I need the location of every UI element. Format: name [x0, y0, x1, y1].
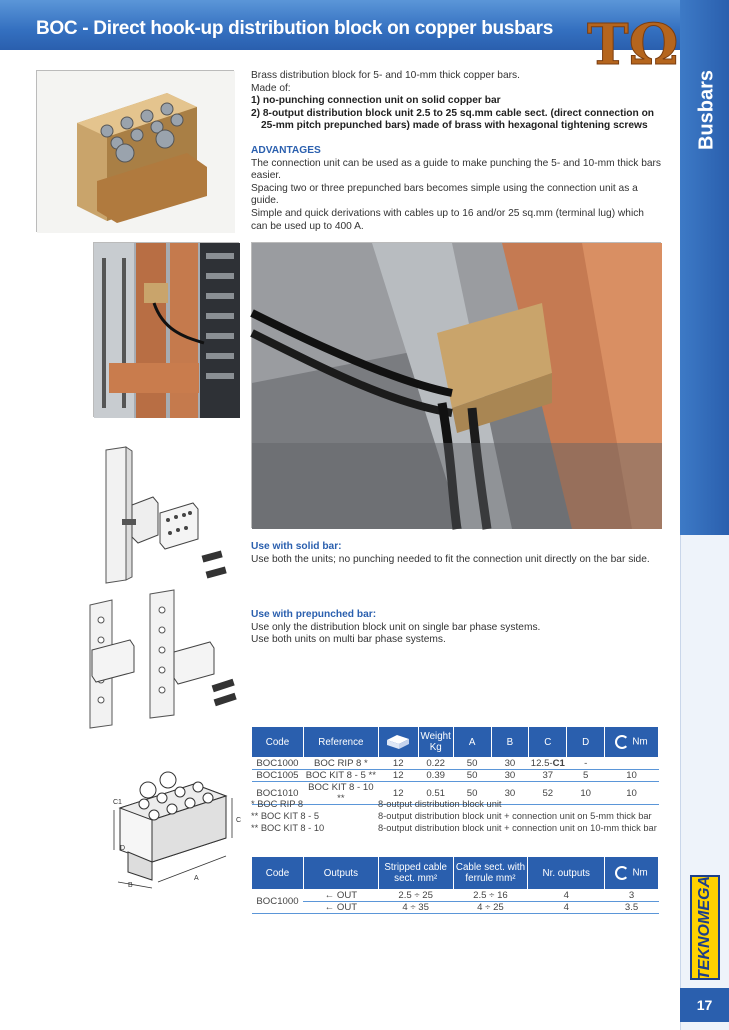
table-row: ← OUT 4 ÷ 35 4 ÷ 25 4 3.5 — [252, 902, 659, 914]
spec-table — [251, 726, 659, 805]
section-tab-label: Busbars — [695, 69, 718, 151]
use-solid-bar: Use with solid bar: Use both the units; no punching needed to fit the connection unit directly on the bar side. — [251, 541, 650, 565]
dim-label-a: A — [194, 875, 199, 882]
col-nm: Nm — [605, 727, 659, 758]
col-stripped: Stripped cable sect. mm² — [378, 857, 453, 890]
product-description: Brass distribution block for 5- and 10-mm thick copper bars. Made of: 1) no-punching connection unit on solid copper bar 2) 8-output distribution block unit 2.5 to 25 sq.mm cable sect. (direct connection on 25-mm pitch prepunched bars) made of brass with hexagonal tightening screws ADVANTAGES The connection unit can be used as a guide to make punching the 5- and 10-mm thick bars easier. Spacing two or three prepunched bars becomes simple using the connection unit as a guide. Simple and quick derivations with cables up to 16 and/or 25 sq.mm (terminal lug) which can be used up to 400 A. — [251, 70, 662, 232]
col-ferrule: Cable sect. with ferrule mm² — [453, 857, 528, 890]
torque-icon — [615, 866, 629, 880]
table-row: BOC1000 ← OUT 2.5 ÷ 25 2.5 ÷ 16 4 3 — [252, 890, 659, 902]
package-icon — [385, 732, 411, 750]
col-code: Code — [252, 727, 304, 758]
dim-label-d: D — [120, 845, 126, 852]
brand-logo-mark — [585, 12, 679, 78]
col-a: A — [453, 727, 491, 758]
brand-logo: TEKNOMEGA — [690, 875, 720, 980]
col-pack — [378, 727, 418, 758]
logo-text: TΩ — [587, 12, 679, 78]
col-nr-outputs: Nr. outputs — [528, 857, 605, 890]
col-code: Code — [252, 857, 304, 890]
table-row: BOC1010 BOC KIT 8 - 10 ** 12 0.51 50 30 52 10 10 — [252, 782, 659, 805]
dim-label-c: C — [236, 817, 242, 824]
installed-product-photo — [251, 242, 661, 528]
dim-label-c1: C1 — [113, 799, 122, 806]
table-row: BOC1000 BOC RIP 8 * 12 0.22 50 30 12.5-C1 - — [252, 758, 659, 770]
col-d: D — [567, 727, 605, 758]
torque-icon — [615, 735, 629, 749]
col-weight: Weight Kg — [418, 727, 453, 758]
page-number: 17 — [680, 988, 729, 1022]
col-c: C — [529, 727, 567, 758]
prepunched-bar-drawing — [82, 590, 242, 730]
cable-table — [251, 856, 659, 914]
solid-bar-drawing — [98, 445, 238, 585]
product-photo — [36, 70, 234, 232]
col-nm: Nm — [605, 857, 659, 890]
dim-label-b: B — [128, 882, 133, 889]
table-row: BOC1005 BOC KIT 8 - 5 ** 12 0.39 50 30 37 5 10 — [252, 770, 659, 782]
use-prepunched-bar: Use with prepunched bar: Use only the distribution block unit on single bar phase systems. Use both units on multi bar phase systems. — [251, 609, 541, 646]
col-outputs: Outputs — [303, 857, 378, 890]
reference-notes: * BOC RIP 8 8-output distribution block unit ** BOC KIT 8 - 5 8-output distribution block unit + connection unit on 5-mm thick bar ** BOC KIT 8 - 10 8-output distribution block unit + connection unit on 10-mm thick bar — [251, 799, 657, 833]
cabinet-photo — [93, 242, 239, 417]
col-reference: Reference — [303, 727, 378, 758]
page-title: BOC - Direct hook-up distribution block on copper busbars — [36, 18, 554, 39]
dimension-drawing — [108, 760, 248, 890]
advantages-heading: ADVANTAGES — [251, 144, 321, 156]
col-b: B — [491, 727, 529, 758]
